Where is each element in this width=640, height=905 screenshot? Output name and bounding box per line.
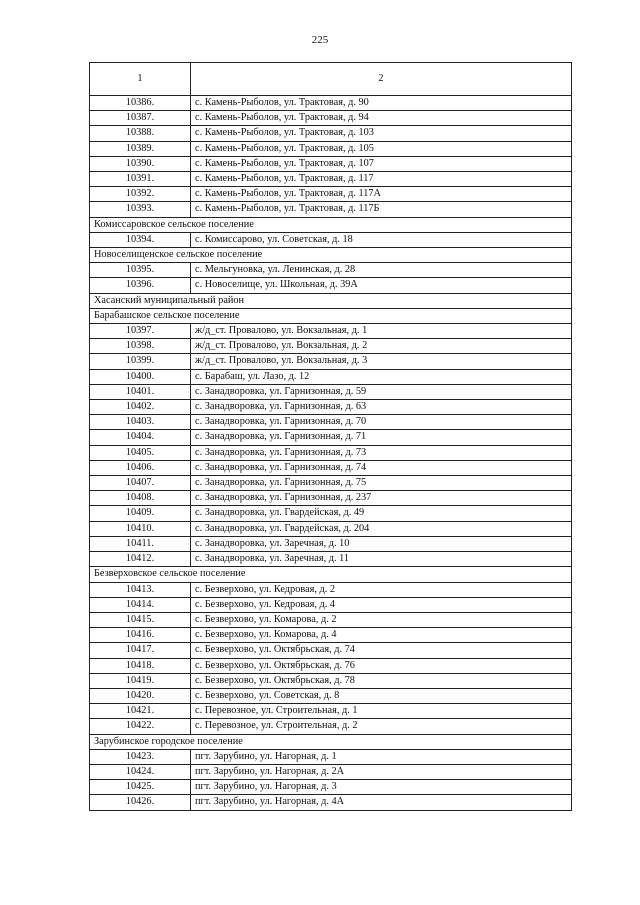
section-title: Комиссаровское сельское поселение — [90, 217, 572, 232]
row-number: 10412. — [90, 552, 191, 567]
row-number: 10390. — [90, 156, 191, 171]
section-title: Зарубинское городское поселение — [90, 734, 572, 749]
row-address: с. Камень-Рыболов, ул. Трактовая, д. 105 — [191, 141, 572, 156]
row-number: 10418. — [90, 658, 191, 673]
row-address: с. Безверхово, ул. Кедровая, д. 4 — [191, 597, 572, 612]
table-header-row — [90, 63, 572, 96]
row-number: 10386. — [90, 96, 191, 111]
row-address: с. Безверхово, ул. Октябрьская, д. 78 — [191, 673, 572, 688]
row-number: 10420. — [90, 688, 191, 703]
table-row — [90, 202, 572, 217]
table-row — [90, 172, 572, 187]
row-address: с. Занадворовка, ул. Гарнизонная, д. 71 — [191, 430, 572, 445]
table-row — [90, 354, 572, 369]
table-row — [90, 415, 572, 430]
row-address: с. Занадворовка, ул. Гарнизонная, д. 73 — [191, 445, 572, 460]
table-row — [90, 400, 572, 415]
row-address: с. Безверхово, ул. Комарова, д. 4 — [191, 628, 572, 643]
page-number: 225 — [311, 34, 329, 46]
row-number: 10394. — [90, 232, 191, 247]
row-number: 10391. — [90, 172, 191, 187]
table-row — [90, 384, 572, 399]
row-address: с. Безверхово, ул. Октябрьская, д. 76 — [191, 658, 572, 673]
table-row — [90, 506, 572, 521]
section-header-row — [90, 567, 572, 582]
row-number: 10425. — [90, 780, 191, 795]
row-number: 10408. — [90, 491, 191, 506]
table-row — [90, 628, 572, 643]
table-row — [90, 688, 572, 703]
row-number: 10423. — [90, 749, 191, 764]
row-address: с. Новоселище, ул. Школьная, д. 39А — [191, 278, 572, 293]
table-row — [90, 597, 572, 612]
row-number: 10397. — [90, 324, 191, 339]
row-address: с. Занадворовка, ул. Гарнизонная, д. 63 — [191, 400, 572, 415]
table-row — [90, 445, 572, 460]
table-row — [90, 749, 572, 764]
section-header-row — [90, 248, 572, 263]
table-row — [90, 156, 572, 171]
table-row — [90, 263, 572, 278]
row-address: пгт. Зарубино, ул. Нагорная, д. 3 — [191, 780, 572, 795]
row-address: с. Камень-Рыболов, ул. Трактовая, д. 94 — [191, 111, 572, 126]
row-number: 10401. — [90, 384, 191, 399]
row-number: 10399. — [90, 354, 191, 369]
section-title: Барабашское сельское поселение — [90, 308, 572, 323]
row-address: с. Камень-Рыболов, ул. Трактовая, д. 90 — [191, 96, 572, 111]
row-address: с. Безверхово, ул. Советская, д. 8 — [191, 688, 572, 703]
table-row — [90, 278, 572, 293]
row-address: ж/д_ст. Провалово, ул. Вокзальная, д. 1 — [191, 324, 572, 339]
row-number: 10411. — [90, 536, 191, 551]
row-address: пгт. Зарубино, ул. Нагорная, д. 1 — [191, 749, 572, 764]
row-address: с. Мельгуновка, ул. Ленинская, д. 28 — [191, 263, 572, 278]
row-address: пгт. Зарубино, ул. Нагорная, д. 2А — [191, 764, 572, 779]
table-row — [90, 430, 572, 445]
table-row — [90, 96, 572, 111]
row-address: с. Комиссарово, ул. Советская, д. 18 — [191, 232, 572, 247]
row-address: с. Камень-Рыболов, ул. Трактовая, д. 103 — [191, 126, 572, 141]
section-header-row — [90, 734, 572, 749]
table-row — [90, 460, 572, 475]
table-row — [90, 658, 572, 673]
row-number: 10400. — [90, 369, 191, 384]
table-row — [90, 536, 572, 551]
row-address: с. Камень-Рыболов, ул. Трактовая, д. 117А — [191, 187, 572, 202]
table-row — [90, 369, 572, 384]
row-number: 10393. — [90, 202, 191, 217]
table-row — [90, 111, 572, 126]
section-title: Новоселищенское сельское поселение — [90, 248, 572, 263]
row-address: с. Занадворовка, ул. Заречная, д. 10 — [191, 536, 572, 551]
row-number: 10424. — [90, 764, 191, 779]
row-address: ж/д_ст. Провалово, ул. Вокзальная, д. 3 — [191, 354, 572, 369]
row-address: с. Занадворовка, ул. Гарнизонная, д. 70 — [191, 415, 572, 430]
row-address: с. Занадворовка, ул. Гарнизонная, д. 59 — [191, 384, 572, 399]
row-number: 10404. — [90, 430, 191, 445]
row-number: 10419. — [90, 673, 191, 688]
table-row — [90, 476, 572, 491]
row-number: 10403. — [90, 415, 191, 430]
table-body — [90, 96, 572, 811]
row-number: 10417. — [90, 643, 191, 658]
row-number: 10392. — [90, 187, 191, 202]
table-row — [90, 187, 572, 202]
row-address: с. Барабаш, ул. Лазо, д. 12 — [191, 369, 572, 384]
table-row — [90, 521, 572, 536]
row-number: 10410. — [90, 521, 191, 536]
row-address: с. Занадворовка, ул. Гарнизонная, д. 237 — [191, 491, 572, 506]
row-address: с. Безверхово, ул. Комарова, д. 2 — [191, 612, 572, 627]
row-number: 10413. — [90, 582, 191, 597]
row-number: 10389. — [90, 141, 191, 156]
row-address: с. Перевозное, ул. Строительная, д. 2 — [191, 719, 572, 734]
row-address: с. Перевозное, ул. Строительная, д. 1 — [191, 704, 572, 719]
row-address: с. Занадворовка, ул. Гвардейская, д. 49 — [191, 506, 572, 521]
table-row — [90, 491, 572, 506]
table-row — [90, 552, 572, 567]
row-number: 10395. — [90, 263, 191, 278]
row-number: 10406. — [90, 460, 191, 475]
address-table — [89, 62, 572, 811]
row-number: 10409. — [90, 506, 191, 521]
row-number: 10402. — [90, 400, 191, 415]
table-row — [90, 764, 572, 779]
table-row — [90, 339, 572, 354]
table-row — [90, 612, 572, 627]
row-address: с. Занадворовка, ул. Гвардейская, д. 204 — [191, 521, 572, 536]
table-row — [90, 126, 572, 141]
table-row — [90, 324, 572, 339]
row-address: с. Камень-Рыболов, ул. Трактовая, д. 107 — [191, 156, 572, 171]
row-address: с. Камень-Рыболов, ул. Трактовая, д. 117Б — [191, 202, 572, 217]
row-number: 10421. — [90, 704, 191, 719]
section-title: Хасанский муниципальный район — [90, 293, 572, 308]
row-address: с. Камень-Рыболов, ул. Трактовая, д. 117 — [191, 172, 572, 187]
row-number: 10422. — [90, 719, 191, 734]
table-row — [90, 704, 572, 719]
row-address: пгт. Зарубино, ул. Нагорная, д. 4А — [191, 795, 572, 810]
table-row — [90, 643, 572, 658]
table-row — [90, 780, 572, 795]
row-number: 10405. — [90, 445, 191, 460]
row-number: 10407. — [90, 476, 191, 491]
section-header-row — [90, 293, 572, 308]
row-number: 10414. — [90, 597, 191, 612]
row-number: 10398. — [90, 339, 191, 354]
section-header-row — [90, 217, 572, 232]
row-address: с. Безверхово, ул. Кедровая, д. 2 — [191, 582, 572, 597]
row-number: 10387. — [90, 111, 191, 126]
row-address: ж/д_ст. Провалово, ул. Вокзальная, д. 2 — [191, 339, 572, 354]
table-row — [90, 582, 572, 597]
row-address: с. Безверхово, ул. Октябрьская, д. 74 — [191, 643, 572, 658]
table-row — [90, 232, 572, 247]
table-row — [90, 673, 572, 688]
row-number: 10416. — [90, 628, 191, 643]
row-number: 10426. — [90, 795, 191, 810]
column-header-1: 1 — [90, 63, 191, 96]
table-row — [90, 795, 572, 810]
row-number: 10388. — [90, 126, 191, 141]
section-header-row — [90, 308, 572, 323]
table-row — [90, 719, 572, 734]
row-address: с. Занадворовка, ул. Заречная, д. 11 — [191, 552, 572, 567]
column-header-2: 2 — [191, 63, 572, 96]
row-address: с. Занадворовка, ул. Гарнизонная, д. 75 — [191, 476, 572, 491]
row-number: 10396. — [90, 278, 191, 293]
table-row — [90, 141, 572, 156]
row-address: с. Занадворовка, ул. Гарнизонная, д. 74 — [191, 460, 572, 475]
section-title: Безверховское сельское поселение — [90, 567, 572, 582]
row-number: 10415. — [90, 612, 191, 627]
